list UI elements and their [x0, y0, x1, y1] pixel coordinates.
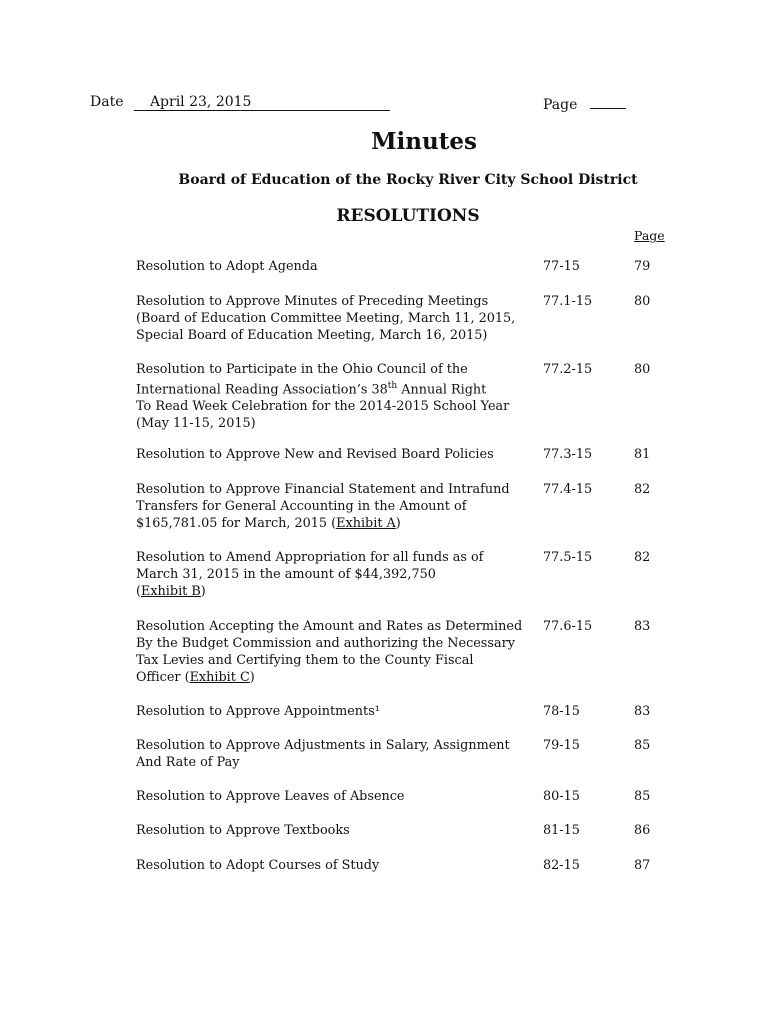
resolution-description: Resolution to Adopt Agenda — [136, 259, 318, 274]
resolution-description: Resolution to Approve Financial Statement and Intrafund Transfers for General Accounting in the Amount of $165,781.05 for March, 2015 (Exhibit A) — [136, 482, 510, 531]
resolution-number: 77.5-15 — [543, 550, 593, 565]
document-subtitle: Board of Education of the Rocky River City School District — [178, 172, 638, 188]
resolution-description: Resolution Accepting the Amount and Rates as Determined By the Budget Commission and authorizing the Necessary Tax Levies and Certifying them to the County Fiscal Officer (Exhibit C) — [136, 619, 523, 685]
resolution-description: Resolution to Amend Appropriation for all funds as of March 31, 2015 in the amount of $44,392,750 (Exhibit B) — [136, 550, 484, 599]
page-label: Page — [543, 97, 578, 113]
resolution-number: 77.1-15 — [543, 294, 593, 309]
resolution-number: 77.3-15 — [543, 447, 593, 462]
resolution-page: 79 — [634, 259, 651, 274]
date-value: April 23, 2015 — [134, 94, 390, 111]
date-field — [90, 94, 390, 111]
page-column-header: Page — [634, 228, 665, 243]
resolution-description: Resolution to Approve New and Revised Board Policies — [136, 447, 494, 462]
resolution-number: 77-15 — [543, 259, 580, 274]
resolution-page: 83 — [634, 704, 651, 719]
resolution-page: 80 — [634, 362, 651, 377]
resolution-page: 86 — [634, 823, 651, 838]
resolution-description: Resolution to Approve Textbooks — [136, 823, 350, 838]
resolution-description: Resolution to Approve Leaves of Absence — [136, 789, 405, 804]
resolution-number: 82-15 — [543, 858, 580, 873]
resolution-description: Resolution to Approve Minutes of Preceding Meetings (Board of Education Committee Meeting, March 11, 2015, Special Board of Education Meeting, March 16, 2015) — [136, 294, 516, 343]
resolution-page: 80 — [634, 294, 651, 309]
resolution-number: 80-15 — [543, 789, 580, 804]
resolution-number: 81-15 — [543, 823, 580, 838]
resolution-page: 81 — [634, 447, 651, 462]
exhibit-a-link[interactable]: Exhibit A — [336, 516, 396, 531]
resolution-page: 87 — [634, 858, 651, 873]
resolution-description: Resolution to Participate in the Ohio Council of the International Reading Association’s 38th Annual Right To Read Week Celebration for the 2014-2015 School Year (May 11-15, 2015) — [136, 362, 510, 432]
resolution-page: 82 — [634, 550, 651, 565]
page-blank-line — [590, 94, 626, 109]
section-title: RESOLUTIONS — [336, 206, 480, 226]
exhibit-b-link[interactable]: Exhibit B — [141, 584, 201, 599]
resolution-page: 85 — [634, 738, 651, 753]
page-field — [543, 94, 626, 113]
resolution-page: 85 — [634, 789, 651, 804]
date-label: Date — [90, 94, 124, 110]
resolution-page: 82 — [634, 482, 651, 497]
resolution-number: 77.4-15 — [543, 482, 593, 497]
exhibit-c-link[interactable]: Exhibit C — [189, 670, 250, 685]
resolution-number: 77.2-15 — [543, 362, 593, 377]
resolution-description: Resolution to Approve Appointments¹ — [136, 704, 380, 719]
resolution-number: 78-15 — [543, 704, 580, 719]
resolution-description: Resolution to Adopt Courses of Study — [136, 858, 380, 873]
resolution-page: 83 — [634, 619, 651, 634]
resolution-description: Resolution to Approve Adjustments in Salary, Assignment And Rate of Pay — [136, 738, 510, 770]
resolution-number: 79-15 — [543, 738, 580, 753]
document-title: Minutes — [371, 128, 477, 155]
resolution-number: 77.6-15 — [543, 619, 593, 634]
